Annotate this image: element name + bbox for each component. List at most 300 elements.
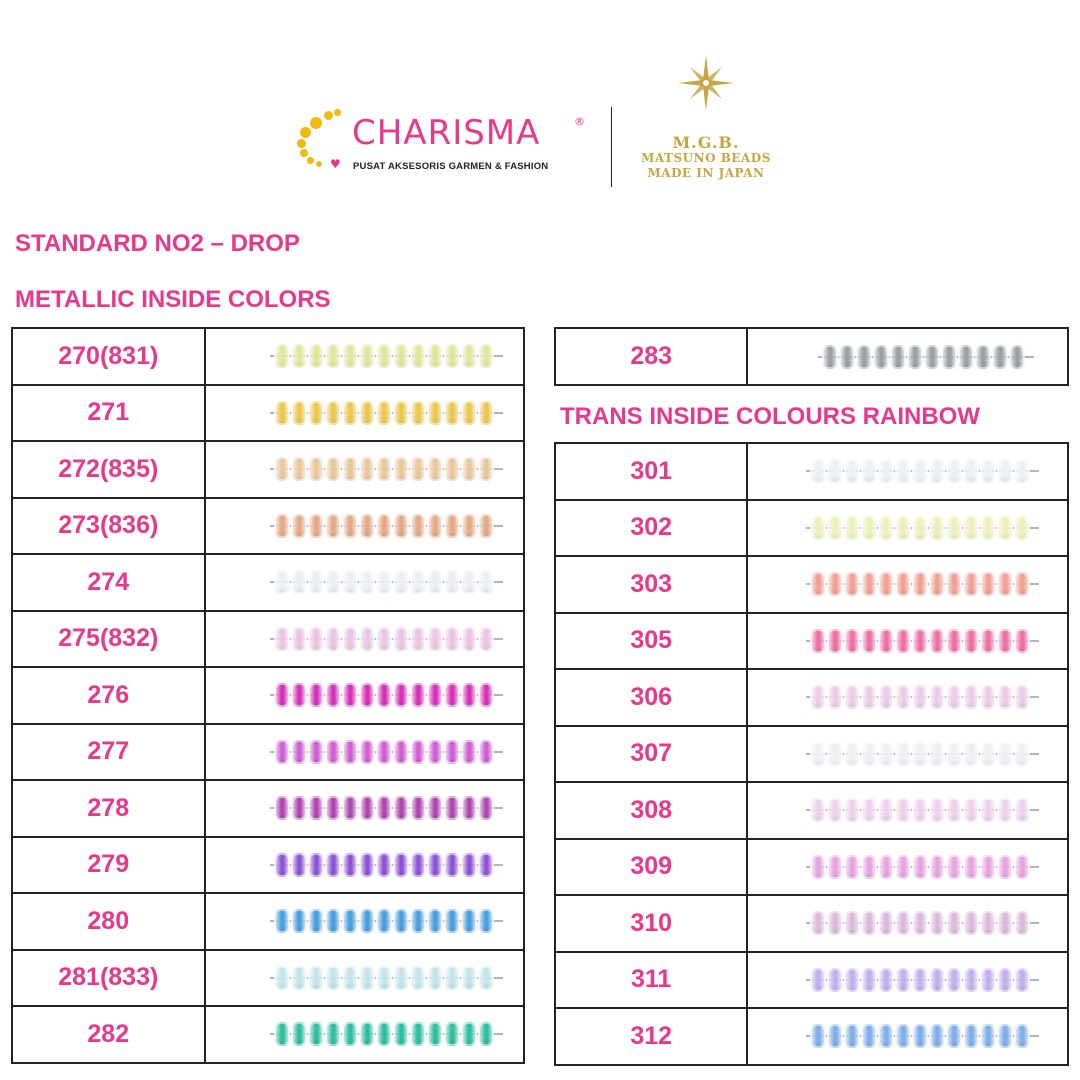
bead	[393, 966, 409, 990]
bead-swatch	[205, 724, 524, 781]
bead	[444, 457, 460, 481]
bead	[444, 966, 460, 990]
bead	[359, 966, 375, 990]
bead	[291, 1022, 307, 1046]
bead	[274, 853, 290, 877]
bead	[342, 683, 358, 707]
bead	[895, 742, 911, 766]
bead	[827, 968, 843, 992]
bead-strand	[274, 795, 495, 821]
bead	[308, 1022, 324, 1046]
bead	[929, 1024, 945, 1048]
color-code: 279	[12, 837, 205, 894]
bead	[827, 798, 843, 822]
bead	[308, 909, 324, 933]
bead	[393, 514, 409, 538]
bead	[827, 742, 843, 766]
bead	[342, 796, 358, 820]
bead	[844, 968, 860, 992]
bead	[997, 459, 1013, 483]
bead	[376, 740, 392, 764]
bead	[291, 909, 307, 933]
color-code: 281(833)	[12, 950, 205, 1007]
bead	[393, 344, 409, 368]
bead	[274, 796, 290, 820]
color-row	[555, 443, 1068, 500]
bead	[410, 457, 426, 481]
bead	[461, 514, 477, 538]
bead	[844, 911, 860, 935]
bead-strand	[810, 967, 1031, 993]
color-code: 270(831)	[12, 328, 205, 385]
bead	[929, 459, 945, 483]
bead	[929, 629, 945, 653]
color-row	[555, 556, 1068, 613]
bead	[478, 344, 494, 368]
color-row	[12, 1006, 524, 1063]
bead	[946, 629, 962, 653]
bead	[997, 968, 1013, 992]
bead-swatch	[747, 895, 1068, 952]
bead	[895, 629, 911, 653]
color-code: 283	[555, 328, 747, 385]
bead	[376, 966, 392, 990]
bead	[1014, 911, 1030, 935]
bead	[444, 514, 460, 538]
bead	[946, 1024, 962, 1048]
bead	[410, 1022, 426, 1046]
charisma-logo	[296, 107, 596, 177]
bead	[878, 459, 894, 483]
bead	[325, 966, 341, 990]
bead	[895, 459, 911, 483]
color-code: 312	[555, 1008, 747, 1065]
bead	[861, 685, 877, 709]
bead	[478, 457, 494, 481]
bead	[861, 1024, 877, 1048]
color-row	[555, 726, 1068, 783]
bead	[461, 1022, 477, 1046]
bead	[461, 853, 477, 877]
bead	[342, 457, 358, 481]
bead	[444, 570, 460, 594]
bead	[912, 798, 928, 822]
bead	[827, 629, 843, 653]
bead	[844, 742, 860, 766]
bead	[980, 968, 996, 992]
bead	[427, 853, 443, 877]
bead	[980, 516, 996, 540]
bead	[861, 798, 877, 822]
bead	[946, 855, 962, 879]
bead-swatch	[747, 782, 1068, 839]
bead	[444, 853, 460, 877]
bead	[325, 740, 341, 764]
bead	[308, 740, 324, 764]
bead	[427, 796, 443, 820]
bead	[461, 401, 477, 425]
bead	[963, 911, 979, 935]
bead	[963, 968, 979, 992]
bead	[342, 909, 358, 933]
bead	[810, 742, 826, 766]
bead	[376, 909, 392, 933]
bead	[946, 685, 962, 709]
bead-strand	[274, 456, 495, 482]
bead	[856, 345, 872, 369]
bead	[410, 966, 426, 990]
bead	[461, 457, 477, 481]
bead	[444, 1022, 460, 1046]
bead	[359, 683, 375, 707]
bead-strand	[274, 569, 495, 595]
bead	[980, 742, 996, 766]
bead	[963, 685, 979, 709]
bead-swatch	[205, 441, 524, 498]
bead	[359, 514, 375, 538]
bead-strand	[810, 684, 1031, 710]
bead	[410, 683, 426, 707]
bead	[478, 401, 494, 425]
bead	[376, 1022, 392, 1046]
bead	[291, 570, 307, 594]
bead	[427, 457, 443, 481]
bead	[461, 627, 477, 651]
bead	[410, 853, 426, 877]
color-row	[12, 837, 524, 894]
bead	[861, 516, 877, 540]
bead	[342, 966, 358, 990]
bead	[393, 853, 409, 877]
bead-swatch	[747, 500, 1068, 557]
bead	[963, 572, 979, 596]
mgb-name: MATSUNO BEADS	[641, 151, 771, 165]
bead	[461, 344, 477, 368]
bead	[844, 516, 860, 540]
bead	[359, 627, 375, 651]
bead	[325, 627, 341, 651]
bead	[946, 572, 962, 596]
bead	[844, 1024, 860, 1048]
right-top-table	[554, 327, 1069, 386]
bead	[1014, 968, 1030, 992]
bead	[461, 966, 477, 990]
bead-swatch	[747, 839, 1068, 896]
bead	[274, 344, 290, 368]
color-code: 307	[555, 726, 747, 783]
bead	[376, 683, 392, 707]
bead	[325, 909, 341, 933]
bead	[478, 570, 494, 594]
bead	[393, 796, 409, 820]
color-code: 303	[555, 556, 747, 613]
bead	[827, 572, 843, 596]
heart-icon: ♥	[330, 157, 341, 171]
color-code: 310	[555, 895, 747, 952]
bead	[827, 685, 843, 709]
bead-strand	[274, 908, 495, 934]
bead-strand	[810, 1023, 1031, 1049]
bead	[274, 909, 290, 933]
bead	[410, 401, 426, 425]
bead	[393, 457, 409, 481]
bead	[997, 629, 1013, 653]
bead	[444, 740, 460, 764]
bead-swatch	[205, 837, 524, 894]
bead	[376, 853, 392, 877]
color-code: 311	[555, 952, 747, 1009]
bead	[810, 459, 826, 483]
bead-strand	[274, 1021, 495, 1047]
color-code: 274	[12, 554, 205, 611]
bead	[912, 911, 928, 935]
bead-strand	[274, 626, 495, 652]
bead	[963, 1024, 979, 1048]
section-title-left: METALLIC INSIDE COLORS	[15, 286, 331, 313]
bead	[359, 909, 375, 933]
bead	[444, 683, 460, 707]
color-code: 309	[555, 839, 747, 896]
bead	[291, 853, 307, 877]
bead	[359, 401, 375, 425]
bead	[878, 1024, 894, 1048]
bead	[980, 1024, 996, 1048]
bead	[393, 909, 409, 933]
bead	[912, 459, 928, 483]
bead	[359, 570, 375, 594]
bead	[895, 1024, 911, 1048]
bead-swatch	[205, 780, 524, 837]
bead-swatch	[747, 726, 1068, 783]
bead	[461, 570, 477, 594]
bead	[359, 344, 375, 368]
color-row	[555, 952, 1068, 1009]
bead	[393, 401, 409, 425]
bead	[878, 798, 894, 822]
color-row	[555, 669, 1068, 726]
bead	[861, 968, 877, 992]
bead-swatch	[205, 667, 524, 724]
color-code: 280	[12, 893, 205, 950]
bead	[827, 1024, 843, 1048]
bead	[393, 740, 409, 764]
bead	[997, 572, 1013, 596]
color-row	[555, 500, 1068, 557]
bead	[444, 344, 460, 368]
bead	[342, 853, 358, 877]
bead-strand	[810, 628, 1031, 654]
bead	[810, 572, 826, 596]
bead	[427, 344, 443, 368]
bead	[980, 629, 996, 653]
bead	[946, 911, 962, 935]
bead	[325, 570, 341, 594]
bead	[946, 516, 962, 540]
bead	[1014, 629, 1030, 653]
bead-strand	[274, 852, 495, 878]
bead	[376, 457, 392, 481]
bead	[946, 798, 962, 822]
color-code: 302	[555, 500, 747, 557]
logo-header	[0, 55, 1080, 190]
bead	[274, 401, 290, 425]
bead	[997, 742, 1013, 766]
bead	[997, 855, 1013, 879]
bead	[325, 1022, 341, 1046]
mgb-letters: M.G.B.	[672, 133, 740, 152]
bead	[1014, 1024, 1030, 1048]
bead-strand	[810, 741, 1031, 767]
bead	[478, 853, 494, 877]
bead	[308, 627, 324, 651]
color-row	[12, 950, 524, 1007]
color-code: 271	[12, 385, 205, 442]
bead	[861, 742, 877, 766]
bead-swatch	[747, 443, 1068, 500]
bead	[810, 1024, 826, 1048]
bead	[912, 968, 928, 992]
bead-swatch	[205, 893, 524, 950]
bead	[980, 572, 996, 596]
bead	[410, 627, 426, 651]
bead	[342, 1022, 358, 1046]
bead	[410, 514, 426, 538]
bead-swatch	[205, 328, 524, 385]
bead	[844, 572, 860, 596]
bead	[1014, 798, 1030, 822]
bead	[478, 909, 494, 933]
bead	[929, 685, 945, 709]
bead	[997, 516, 1013, 540]
bead	[461, 909, 477, 933]
color-code: 272(835)	[12, 441, 205, 498]
bead	[291, 796, 307, 820]
color-row	[555, 839, 1068, 896]
bead	[963, 855, 979, 879]
bead	[912, 572, 928, 596]
bead	[822, 345, 838, 369]
bead	[444, 909, 460, 933]
bead	[997, 911, 1013, 935]
bead	[827, 516, 843, 540]
bead	[878, 911, 894, 935]
bead	[359, 796, 375, 820]
bead	[810, 516, 826, 540]
color-row	[12, 385, 524, 442]
bead-swatch	[747, 669, 1068, 726]
bead	[980, 685, 996, 709]
bead	[941, 345, 957, 369]
color-row	[555, 328, 1068, 385]
bead	[291, 401, 307, 425]
bead	[342, 401, 358, 425]
bead-strand	[822, 344, 1026, 370]
bead-swatch	[205, 611, 524, 668]
bead	[827, 911, 843, 935]
bead	[478, 796, 494, 820]
color-code: 277	[12, 724, 205, 781]
bead-swatch	[747, 952, 1068, 1009]
bead	[291, 966, 307, 990]
bead	[376, 627, 392, 651]
bead	[895, 911, 911, 935]
bead	[274, 570, 290, 594]
bead	[912, 855, 928, 879]
bead	[393, 1022, 409, 1046]
bead-strand	[810, 797, 1031, 823]
bead	[342, 627, 358, 651]
bead	[325, 853, 341, 877]
color-code: 308	[555, 782, 747, 839]
bead	[844, 629, 860, 653]
color-row	[12, 554, 524, 611]
bead	[878, 685, 894, 709]
bead	[410, 909, 426, 933]
bead-swatch	[205, 950, 524, 1007]
bead	[992, 345, 1008, 369]
bead	[963, 516, 979, 540]
bead	[861, 629, 877, 653]
bead	[308, 570, 324, 594]
bead-strand	[810, 910, 1031, 936]
color-code: 273(836)	[12, 498, 205, 555]
bead	[444, 627, 460, 651]
bead	[895, 685, 911, 709]
bead	[478, 514, 494, 538]
bead	[325, 514, 341, 538]
bead	[478, 966, 494, 990]
bead-swatch	[205, 498, 524, 555]
bead	[844, 685, 860, 709]
bead	[878, 855, 894, 879]
bead	[274, 627, 290, 651]
bead	[907, 345, 923, 369]
bead-strand	[274, 513, 495, 539]
bead	[895, 516, 911, 540]
bead	[308, 457, 324, 481]
color-row	[12, 328, 524, 385]
bead	[393, 683, 409, 707]
bead	[410, 570, 426, 594]
section-title-right: TRANS INSIDE COLOURS RAINBOW	[560, 403, 980, 430]
bead	[461, 796, 477, 820]
bead	[1009, 345, 1025, 369]
bead	[1014, 685, 1030, 709]
bead	[810, 685, 826, 709]
bead	[393, 570, 409, 594]
bead	[890, 345, 906, 369]
bead	[427, 401, 443, 425]
bead	[912, 685, 928, 709]
bead	[980, 855, 996, 879]
bead	[997, 685, 1013, 709]
bead	[308, 853, 324, 877]
mgb-logo	[636, 55, 776, 180]
bead	[359, 853, 375, 877]
bead	[958, 345, 974, 369]
bead	[929, 742, 945, 766]
bead	[461, 740, 477, 764]
bead	[878, 968, 894, 992]
bead-strand	[274, 682, 495, 708]
color-row	[12, 780, 524, 837]
color-code: 301	[555, 443, 747, 500]
bead	[478, 740, 494, 764]
bead-strand	[810, 571, 1031, 597]
bead	[929, 968, 945, 992]
bead	[963, 798, 979, 822]
bead	[861, 911, 877, 935]
